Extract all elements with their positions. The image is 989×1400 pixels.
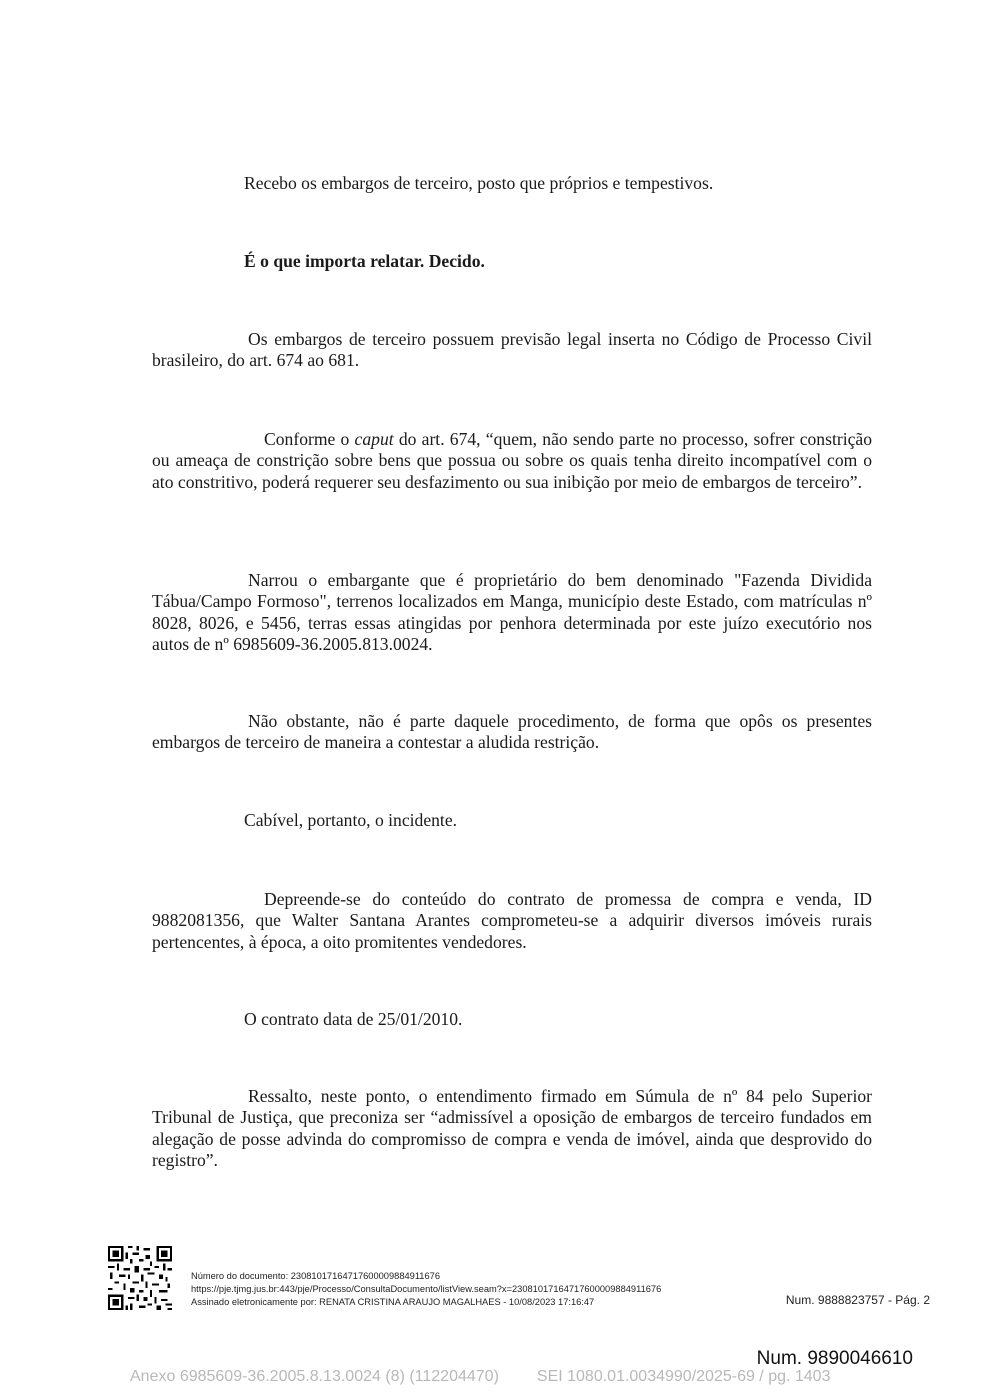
caput-text-after: do art. 674, “quem, não sendo parte no processo, sofrer constrição ou ameaça de constrição sobre bens que possua ou sobre os quais tenha direito incompatível com o ato constritivo, poderá requerer seu desfazimento ou sua inibição por meio de embargos de terceiro”. xyxy=(152,429,872,492)
annex-label: Anexo 6985609-36.2005.8.13.0024 (8) (112204470) xyxy=(130,1368,499,1385)
document-number: Número do documento: 23081017164717600009884911676 xyxy=(191,1271,440,1281)
paragraph-decision-heading: É o que importa relatar. Decido. xyxy=(244,251,485,271)
paragraph-sumula: Ressalto, neste ponto, o entendimento firmado em Súmula de nº 84 pelo Superior Tribunal de Justiça, que preconiza ser “admissível a oposição de embargos de terceiro fundados em alegação de posse advinda do compromisso de compra e venda de imóvel, ainda que desprovido do registro”. xyxy=(152,1086,872,1170)
caput-text-before: Conforme o xyxy=(264,429,355,449)
footer-metadata xyxy=(191,1270,661,1309)
qr-code-icon xyxy=(108,1246,172,1310)
paragraph-incident: Cabível, portanto, o incidente. xyxy=(244,810,458,830)
paragraph-contract: Depreende-se do conteúdo do contrato de promessa de compra e venda, ID 9882081356, que Walter Santana Arantes comprometeu-se a adquirir diversos imóveis rurais pertencentes, à época, a oito promitentes vendedores. xyxy=(152,889,872,952)
document-num-large: Num. 9890046610 xyxy=(756,1348,913,1369)
paragraph-legal-basis: Os embargos de terceiro possuem previsão legal inserta no Código de Processo Civil brasileiro, do art. 674 ao 681. xyxy=(152,329,872,371)
page-reference: Num. 9888823757 - Pág. 2 xyxy=(785,1293,930,1307)
document-url[interactable]: https://pje.tjmg.jus.br:443/pje/Processo/ConsultaDocumento/listView.seam?x=23081017164717600009884911676 xyxy=(191,1284,662,1294)
paragraph-not-party: Não obstante, não é parte daquele procedimento, de forma que opôs os presentes embargos de terceiro de maneira a contestar a aludida restrição. xyxy=(152,711,872,753)
annex-watermark xyxy=(130,1368,830,1386)
paragraph-narrative: Narrou o embargante que é proprietário do bem denominado "Fazenda Dividida Tábua/Campo Formoso", terrenos localizados em Manga, município deste Estado, com matrículas nº 8028, 8026, e 5456, terras essas atingidas por penhora determinada por este juízo executório nos autos de nº 6985609-36.2005.813.0024. xyxy=(152,570,872,654)
paragraph-receipt: Recebo os embargos de terceiro, posto que próprios e tempestivos. xyxy=(244,173,714,193)
paragraph-caput xyxy=(152,429,872,493)
paragraph-contract-date: O contrato data de 25/01/2010. xyxy=(244,1009,463,1029)
signature-info: Assinado eletronicamente por: RENATA CRISTINA ARAUJO MAGALHAES - 10/08/2023 17:16:47 xyxy=(191,1297,595,1307)
caput-italic: caput xyxy=(354,429,394,449)
sei-reference: SEI 1080.01.0034990/2025-69 / pg. 1403 xyxy=(536,1368,831,1385)
